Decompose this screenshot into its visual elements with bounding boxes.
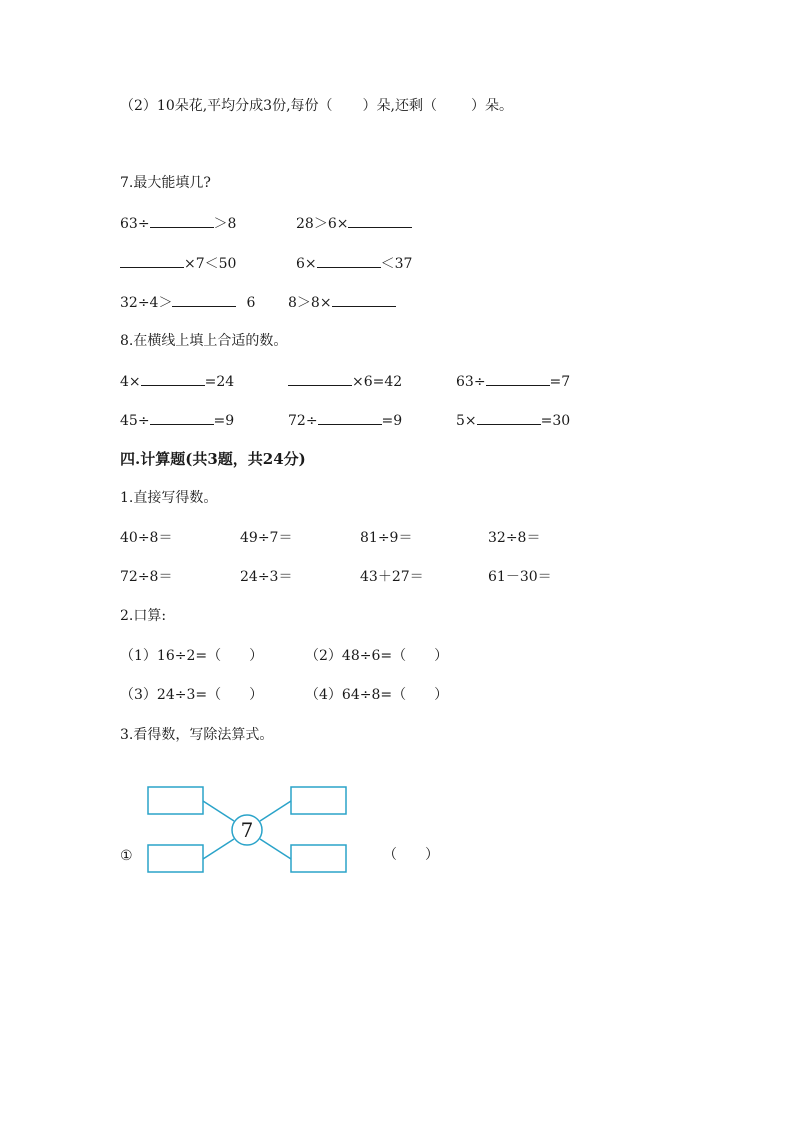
calc-item: 81÷9＝ xyxy=(360,530,413,546)
calc-item: 43＋27＝ xyxy=(360,569,424,585)
q2-title: 2.口算: xyxy=(120,608,167,624)
expr-prefix: 45÷ xyxy=(120,413,150,429)
answer-blank[interactable] xyxy=(120,253,184,268)
expr-suffix: ＞8 xyxy=(213,216,237,232)
q8-item xyxy=(288,371,402,391)
expr-suffix: =9 xyxy=(381,413,403,429)
expr-suffix: ×6=42 xyxy=(352,374,403,390)
expr-prefix: 5× xyxy=(456,413,477,429)
q6-item2-prefix: （2）10朵花,平均分成3份,每份（ xyxy=(120,98,333,114)
answer-blank[interactable] xyxy=(172,292,236,307)
q7-title: 7.最大能填几? xyxy=(120,175,211,191)
oral-calc-item: （1）16÷2=（ ） xyxy=(120,648,264,664)
expr-suffix: =9 xyxy=(213,413,235,429)
expr-prefix: 4× xyxy=(120,374,141,390)
answer-blank[interactable] xyxy=(477,410,541,425)
expr-prefix: 63÷ xyxy=(120,216,150,232)
expr-suffix: =7 xyxy=(549,374,571,390)
q7-item xyxy=(288,292,396,312)
calc-item: 32÷8＝ xyxy=(488,530,541,546)
circle-one-marker: ① xyxy=(120,848,133,864)
answer-blank[interactable] xyxy=(486,371,550,386)
expr-suffix: ＜37 xyxy=(380,256,413,272)
oral-calc-item: （2）48÷6=（ ） xyxy=(305,648,449,664)
connector-line xyxy=(260,839,291,859)
center-number: 7 xyxy=(240,818,254,842)
oral-calc-item: （4）64÷8=（ ） xyxy=(305,687,449,703)
section-heading: 四.计算题(共3题，共24分) xyxy=(120,450,306,468)
oral-calc-item: （3）24÷3=（ ） xyxy=(120,687,264,703)
answer-blank[interactable] xyxy=(348,213,412,228)
division-diagram xyxy=(140,780,360,880)
calc-item: 72÷8＝ xyxy=(120,569,173,585)
expr-suffix: ×7＜50 xyxy=(184,256,237,272)
q8-item xyxy=(288,410,402,430)
expr-suffix: 6 xyxy=(246,295,256,311)
expr-prefix: 32÷4＞ xyxy=(120,295,173,311)
expr-prefix: 6× xyxy=(296,256,317,272)
q3-title: 3.看得数，写除法算式。 xyxy=(120,727,274,743)
q8-item xyxy=(456,371,570,391)
answer-blank[interactable] xyxy=(317,253,381,268)
expr-prefix: 63÷ xyxy=(456,374,486,390)
connector-line xyxy=(203,801,234,821)
q1-title: 1.直接写得数。 xyxy=(120,490,218,506)
expr-prefix: 8＞8× xyxy=(288,295,332,311)
answer-blank[interactable] xyxy=(150,410,214,425)
q8-item xyxy=(456,410,570,430)
q7-item xyxy=(120,292,255,312)
q7-item xyxy=(296,213,412,233)
expr-suffix: =24 xyxy=(204,374,235,390)
answer-blank[interactable] xyxy=(332,292,396,307)
calc-item: 49÷7＝ xyxy=(240,530,293,546)
expr-prefix: 28＞6× xyxy=(296,216,349,232)
answer-blank[interactable] xyxy=(141,371,205,386)
answer-paren[interactable]: （ ） xyxy=(383,847,439,863)
top-right-box[interactable] xyxy=(291,787,346,814)
answer-blank[interactable] xyxy=(318,410,382,425)
expr-prefix: 72÷ xyxy=(288,413,318,429)
q8-item xyxy=(120,410,234,430)
q7-item xyxy=(120,253,236,273)
bottom-left-box[interactable] xyxy=(148,845,203,872)
q8-item xyxy=(120,371,234,391)
q7-item xyxy=(296,253,412,273)
connector-line xyxy=(203,839,234,859)
calc-item: 40÷8＝ xyxy=(120,530,173,546)
q6-item2-suffix: ）朵。 xyxy=(470,98,513,114)
top-left-box[interactable] xyxy=(148,787,203,814)
q8-title: 8.在横线上填上合适的数。 xyxy=(120,333,288,349)
q6-item2-mid: ）朵,还剩（ xyxy=(362,98,437,114)
answer-blank[interactable] xyxy=(288,371,352,386)
answer-blank[interactable] xyxy=(150,213,214,228)
bottom-right-box[interactable] xyxy=(291,845,346,872)
q7-item xyxy=(120,213,236,233)
expr-suffix: =30 xyxy=(540,413,571,429)
connector-line xyxy=(260,801,291,821)
q6-item2 xyxy=(120,97,513,115)
calc-item: 61－30＝ xyxy=(488,569,552,585)
calc-item: 24÷3＝ xyxy=(240,569,293,585)
